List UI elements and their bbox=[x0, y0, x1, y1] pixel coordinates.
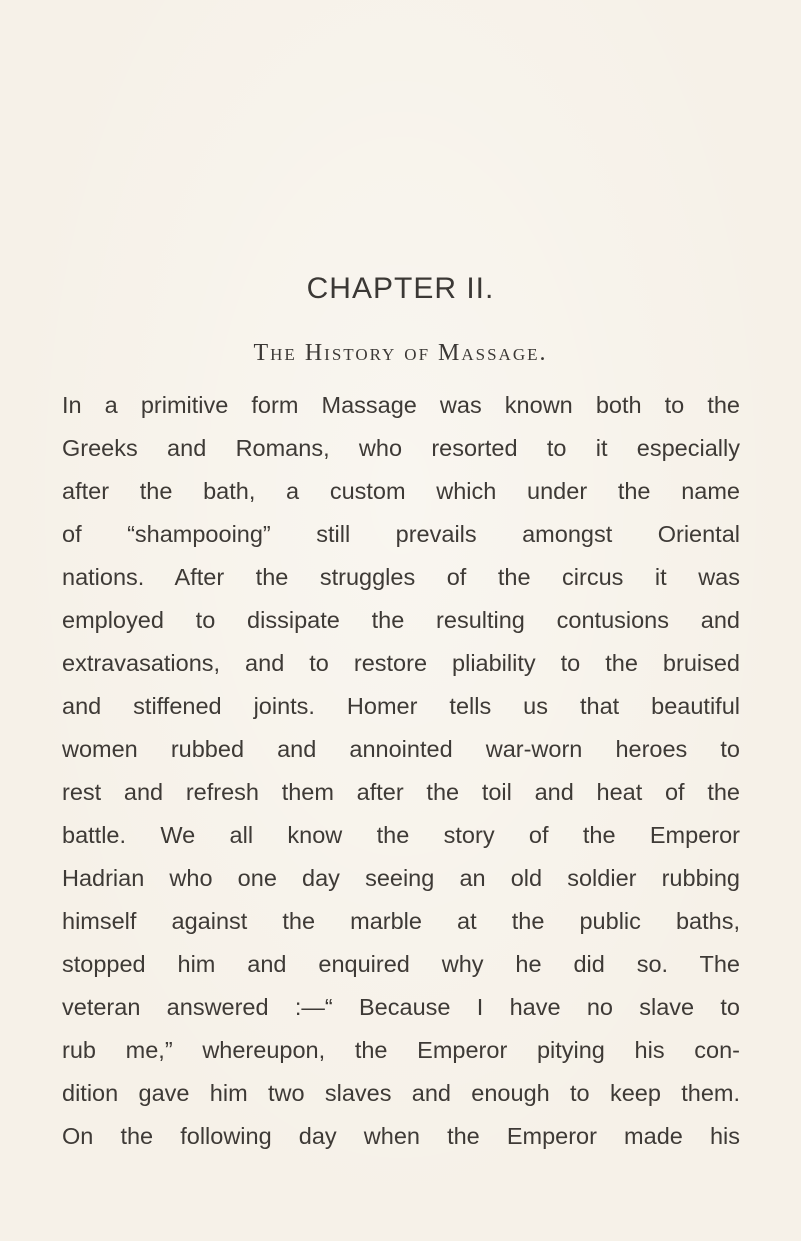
text-line: and stiffened joints. Homer tells us that beautiful bbox=[62, 693, 740, 719]
text-line: rub me,” whereupon, the Emperor pitying his con- bbox=[62, 1037, 740, 1063]
text-line: dition gave him two slaves and enough to keep them. bbox=[62, 1080, 740, 1106]
text-line: Greeks and Romans, who resorted to it especially bbox=[62, 435, 740, 461]
text-line: stopped him and enquired why he did so. The bbox=[62, 951, 740, 977]
text-line: On the following day when the Emperor made his bbox=[62, 1123, 740, 1149]
text-line: rest and refresh them after the toil and heat of the bbox=[62, 779, 740, 805]
text-line: battle. We all know the story of the Emperor bbox=[62, 822, 740, 848]
text-line: after the bath, a custom which under the name bbox=[62, 478, 740, 504]
text-line: Hadrian who one day seeing an old soldier rubbing bbox=[62, 865, 740, 891]
text-line: veteran answered :—“ Because I have no slave to bbox=[62, 994, 740, 1020]
text-line: employed to dissipate the resulting contusions and bbox=[62, 607, 740, 633]
text-line: women rubbed and annointed war-worn heroes to bbox=[62, 736, 740, 762]
text-line: of “shampooing” still prevails amongst Oriental bbox=[62, 521, 740, 547]
chapter-heading: CHAPTER II. bbox=[306, 272, 495, 305]
body-paragraph bbox=[62, 384, 740, 1158]
text-line: himself against the marble at the public baths, bbox=[62, 908, 740, 934]
text-line: In a primitive form Massage was known both to the bbox=[62, 392, 740, 418]
section-title: The History of Massage. bbox=[253, 340, 548, 366]
text-line: extravasations, and to restore pliability to the bruised bbox=[62, 650, 740, 676]
text-line: nations. After the struggles of the circus it was bbox=[62, 564, 740, 590]
